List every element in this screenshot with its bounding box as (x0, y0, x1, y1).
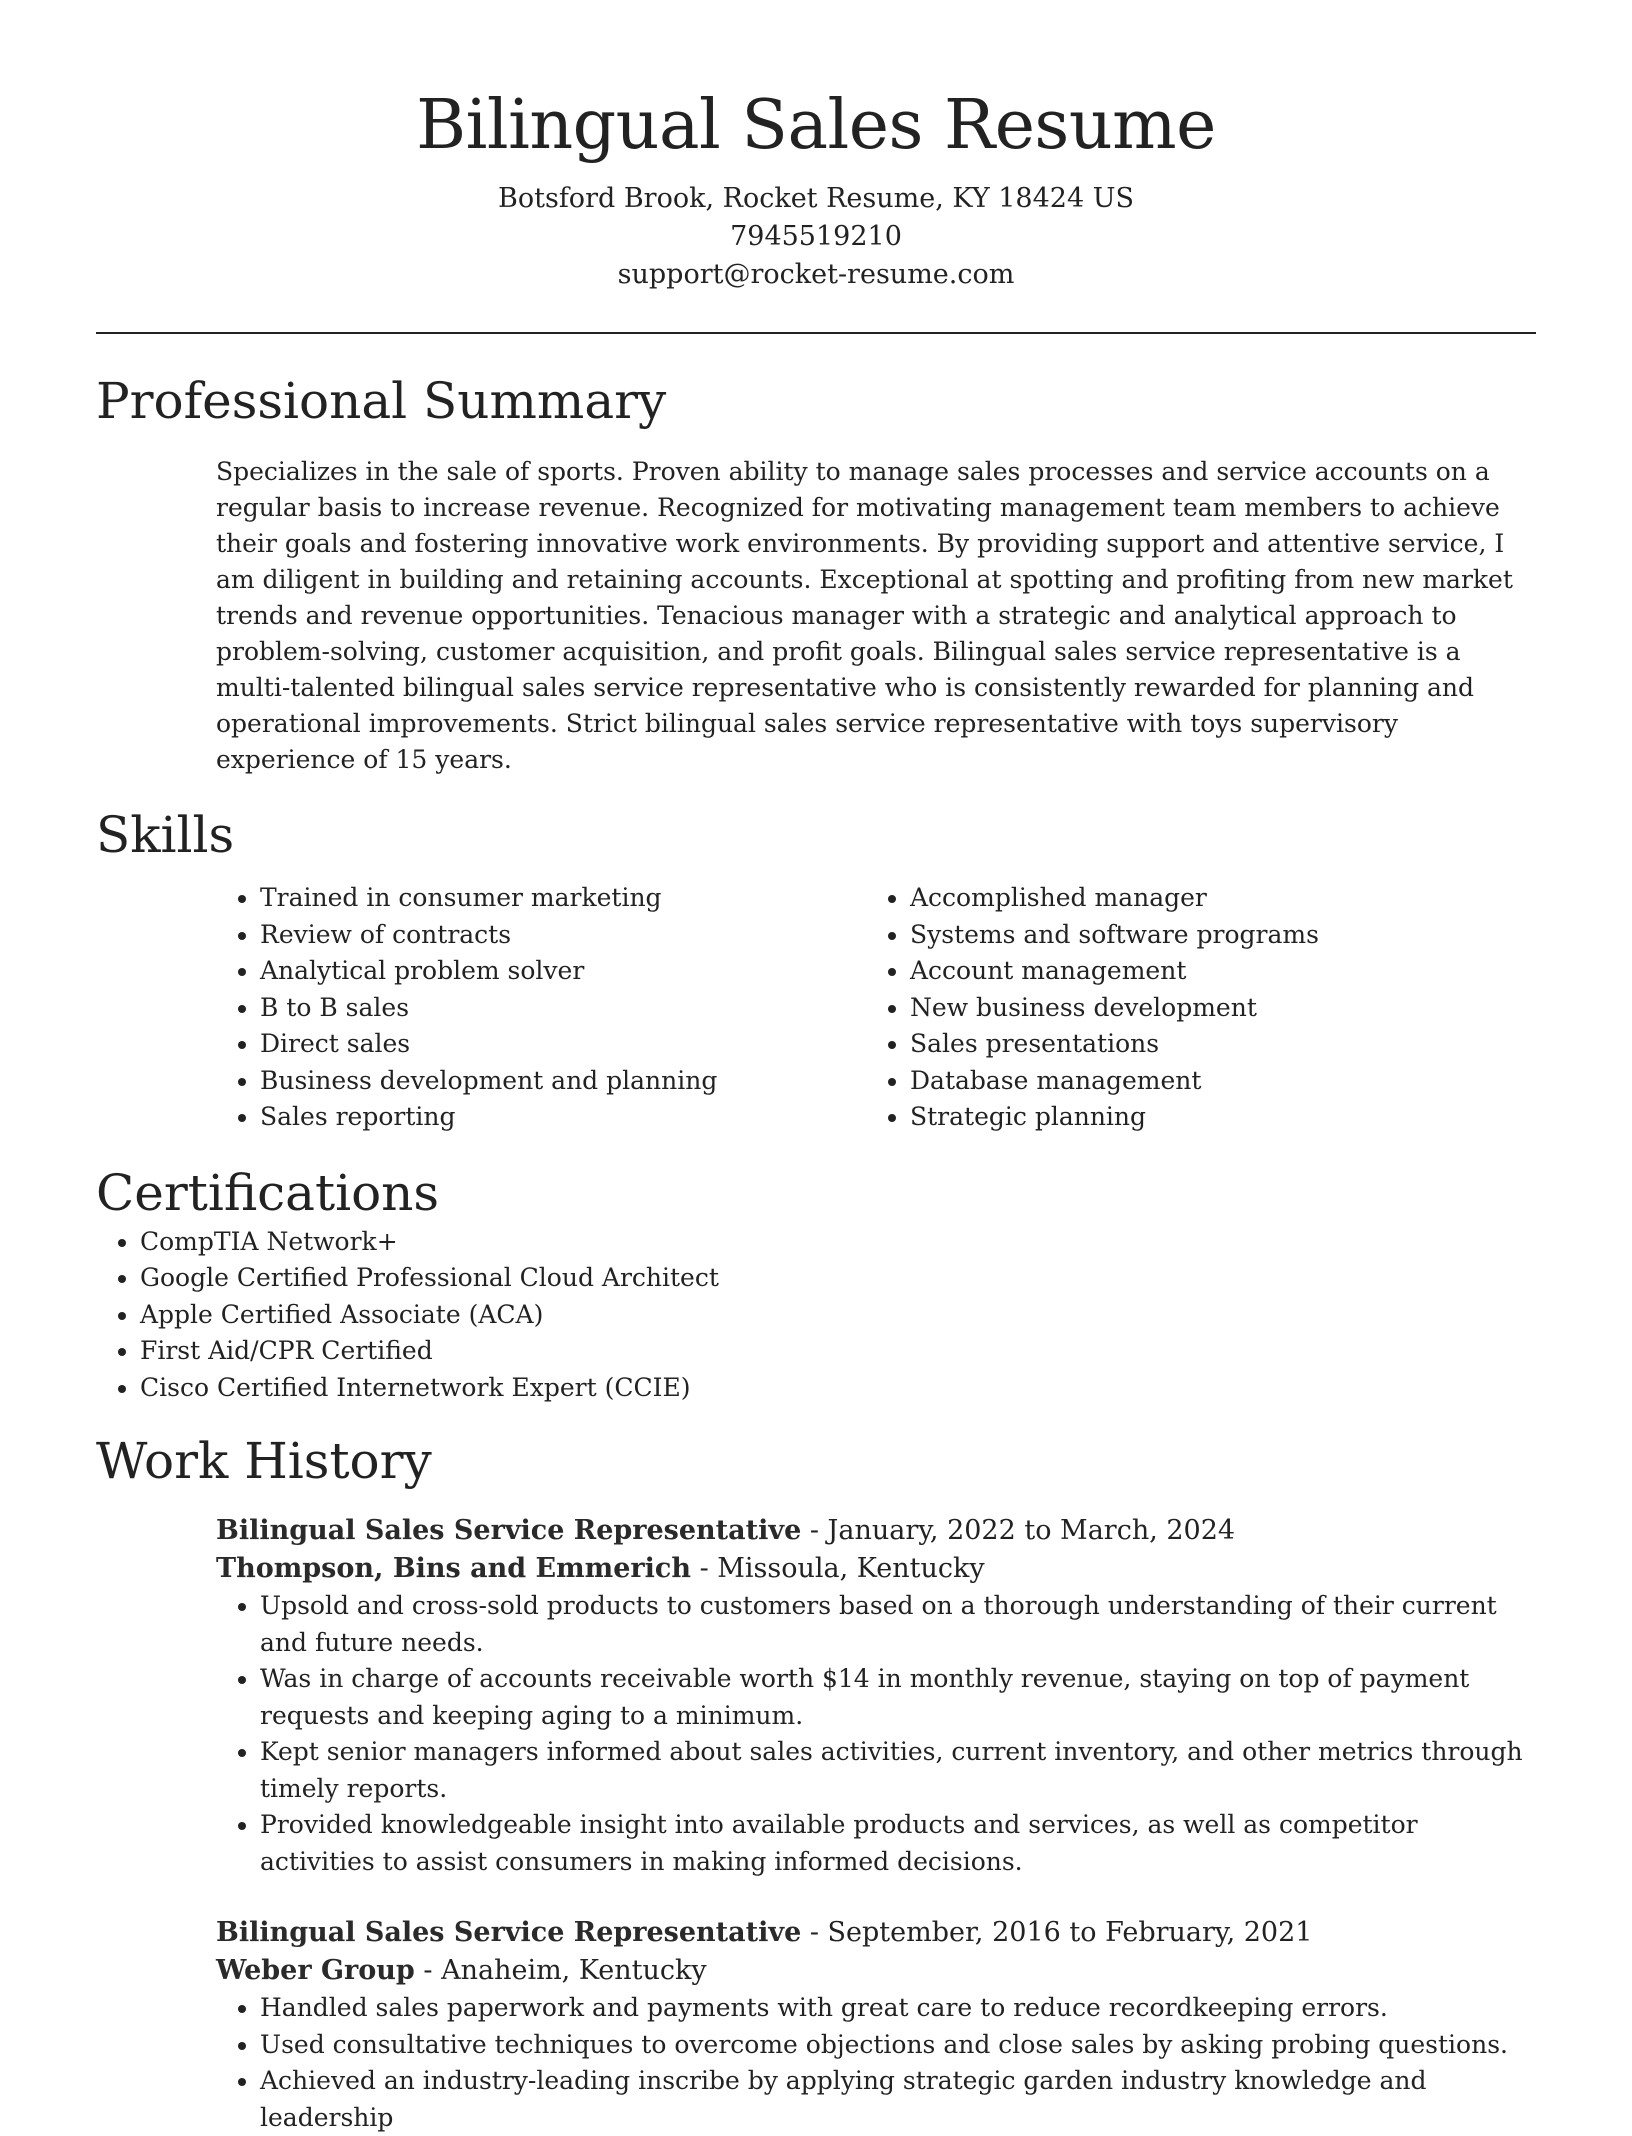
job-company-line (216, 1550, 1536, 1588)
job-location: - Anaheim, Kentucky (414, 1955, 707, 1986)
certification-item: • Apple Certified Associate (ACA) (140, 1297, 1536, 1334)
job-company: Weber Group (216, 1955, 415, 1986)
summary-heading: Professional Summary (96, 372, 667, 430)
job-bullets (216, 1588, 1536, 1880)
skill-item: • Strategic planning (910, 1099, 1516, 1136)
job-bullets (216, 1990, 1536, 2136)
header-divider (96, 332, 1536, 334)
skills-list-right (866, 880, 1516, 1136)
contact-email: support@rocket-resume.com (617, 259, 1015, 290)
certifications-list (96, 1224, 1536, 1407)
contact-block (96, 180, 1536, 294)
skill-item: • Database management (910, 1063, 1516, 1100)
contact-address: Botsford Brook, Rocket Resume, KY 18424 US (498, 183, 1134, 214)
skill-item: • Direct sales (260, 1026, 866, 1063)
job-entry (216, 1914, 1536, 2136)
job-dates: - January, 2022 to March, 2024 (801, 1515, 1236, 1546)
job-bullet: • Used consultative techniques to overcome objections and close sales by asking probing questions. (260, 2027, 1536, 2064)
skill-item: • Analytical problem solver (260, 953, 866, 990)
job-company: Thompson, Bins and Emmerich (216, 1553, 691, 1584)
job-dates: - September, 2016 to February, 2021 (801, 1917, 1313, 1948)
job-bullet: • Provided knowledgeable insight into available products and services, as well as competitor activities to assist consumers in making informed decisions. (260, 1807, 1536, 1880)
certification-item: • Cisco Certified Internetwork Expert (CCIE) (140, 1370, 1536, 1407)
skill-item: • Account management (910, 953, 1516, 990)
skills-heading: Skills (96, 806, 235, 864)
job-location: - Missoula, Kentucky (690, 1553, 985, 1584)
job-title-line (216, 1512, 1536, 1550)
job-bullet: • Was in charge of accounts receivable worth $14 in monthly revenue, staying on top of payment requests and keeping aging to a minimum. (260, 1661, 1536, 1734)
work-history-heading: Work History (96, 1432, 432, 1490)
job-entry (216, 1512, 1536, 1880)
skill-item: • Review of contracts (260, 917, 866, 954)
skills-columns (96, 880, 1536, 1136)
job-company-line (216, 1952, 1536, 1990)
job-title-line (216, 1914, 1536, 1952)
certification-item: • First Aid/CPR Certified (140, 1333, 1536, 1370)
skill-item: • Trained in consumer marketing (260, 880, 866, 917)
job-title: Bilingual Sales Service Representative (216, 1515, 802, 1546)
skill-item: • Business development and planning (260, 1063, 866, 1100)
job-bullet: • Upsold and cross-sold products to customers based on a thorough understanding of their current and future needs. (260, 1588, 1536, 1661)
skills-list-left (216, 880, 866, 1136)
skill-item: • B to B sales (260, 990, 866, 1027)
certification-item: • Google Certified Professional Cloud Architect (140, 1260, 1536, 1297)
job-title: Bilingual Sales Service Representative (216, 1917, 802, 1948)
certification-item: • CompTIA Network+ (140, 1224, 1536, 1261)
resume-page (96, 0, 1536, 2136)
resume-title: Bilingual Sales Resume (416, 86, 1216, 165)
skill-item: • Accomplished manager (910, 880, 1516, 917)
certifications-heading: Certifications (96, 1163, 440, 1222)
skill-item: • Sales reporting (260, 1099, 866, 1136)
skill-item: • Sales presentations (910, 1026, 1516, 1063)
summary-text: Specializes in the sale of sports. Proven ability to manage sales processes and service accounts on a regular basis to increase revenue. Recognized for motivating management team members to achieve their goals and fostering innovative work environments. By providing support and attentive service, I am diligent in building and retaining accounts. Exceptional at spotting and profiting from new market trends and revenue opportunities. Tenacious manager with a strategic and analytical approach to problem-solving, customer acquisition, and profit goals. Bilingual sales service representative is a multi-talented bilingual sales service representative who is consistently rewarded for planning and operational improvements. Strict bilingual sales service representative with toys supervisory experience of 15 years. (216, 457, 1513, 774)
contact-phone: 7945519210 (730, 221, 902, 252)
skill-item: • Systems and software programs (910, 917, 1516, 954)
skill-item: • New business development (910, 990, 1516, 1027)
job-bullet: • Achieved an industry-leading inscribe by applying strategic garden industry knowledge and leadership (260, 2063, 1536, 2136)
job-bullet: • Handled sales paperwork and payments with great care to reduce recordkeeping errors. (260, 1990, 1536, 2027)
job-bullet: • Kept senior managers informed about sales activities, current inventory, and other metrics through timely reports. (260, 1734, 1536, 1807)
